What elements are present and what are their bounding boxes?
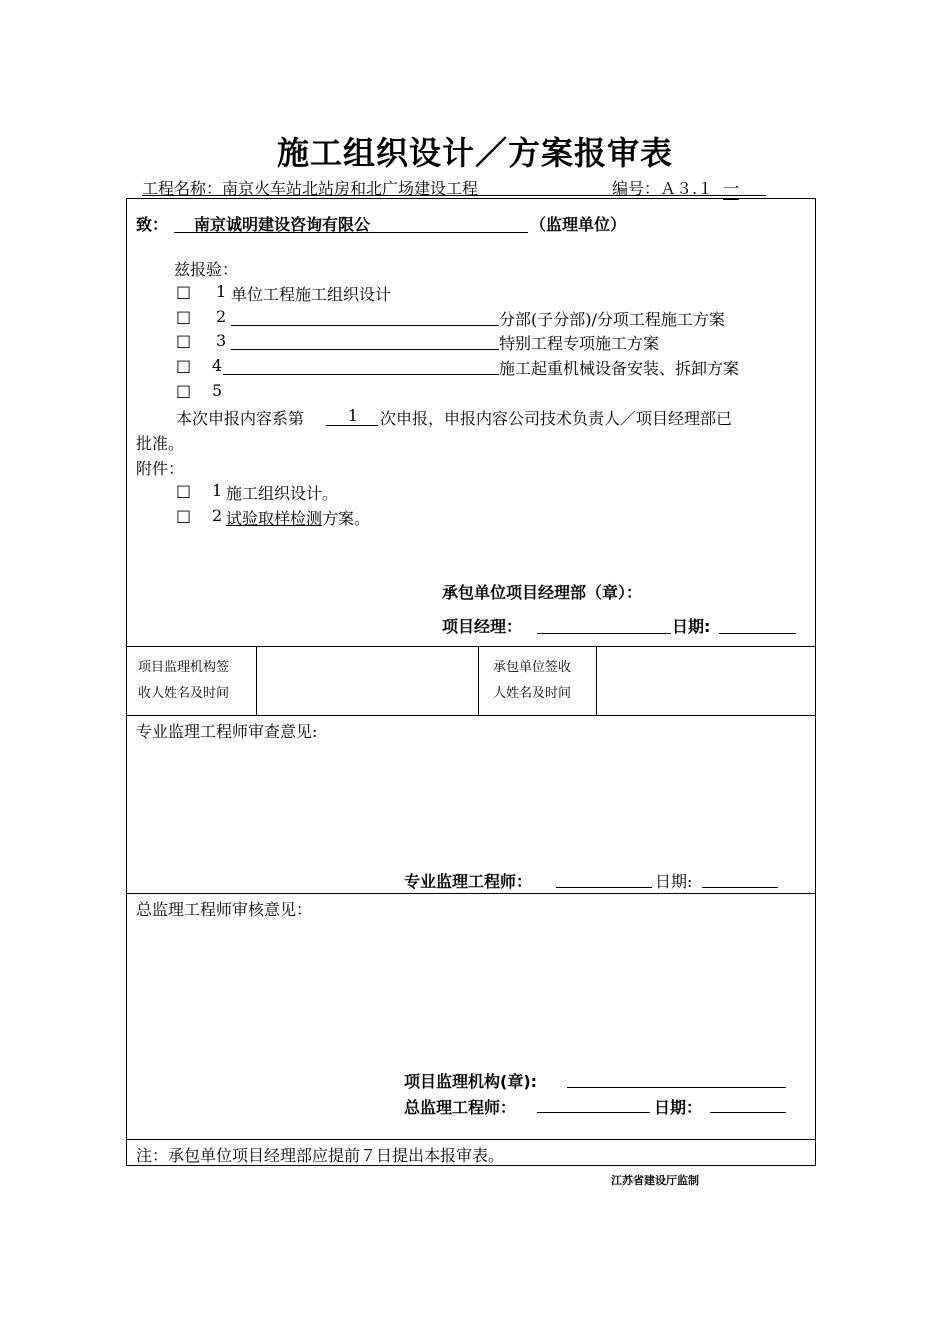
declaration-line2: 批准。 xyxy=(136,434,185,453)
chief-date-label: 日期： xyxy=(654,1098,703,1117)
intro-text: 兹报验： xyxy=(174,260,239,279)
engineer-sign-label: 专业监理工程师： xyxy=(404,872,533,891)
divider-note xyxy=(126,1139,816,1140)
item-3-blank xyxy=(231,349,499,350)
checkbox-attachment-1[interactable] xyxy=(176,481,191,500)
attachment-2-num: 2 xyxy=(212,506,223,525)
chief-sign-label: 总监理工程师： xyxy=(404,1098,517,1117)
item-4-text: 施工起重机械设备安装、拆卸方案 xyxy=(499,359,740,378)
pm-label: 项目经理： xyxy=(442,617,523,636)
item-4-num: 4 xyxy=(212,356,223,375)
form-note: 注：承包单位项目经理部应提前７日提出本报审表。 xyxy=(136,1146,505,1165)
supervision-org-stamp-line[interactable] xyxy=(567,1087,786,1088)
item-2-text: 分部(子分部)/分项工程施工方案 xyxy=(499,310,725,329)
supervisor-receipt-label xyxy=(138,655,229,707)
project-label: 工程名称： xyxy=(142,179,223,198)
to-org-underline xyxy=(174,232,528,233)
form-code xyxy=(612,176,739,200)
item-3-num: 3 xyxy=(216,331,227,350)
attachment-1-num: 1 xyxy=(212,481,223,500)
pm-date-label: 日期: xyxy=(672,617,711,636)
item-2-num: 2 xyxy=(216,307,227,326)
contractor-receipt-label xyxy=(493,655,571,707)
declaration-prefix: 本次申报内容系第 xyxy=(176,409,305,428)
checkbox-icon: □ xyxy=(176,331,192,350)
header-underline xyxy=(142,195,766,196)
attachment-2-underlined: 试验取样检测 xyxy=(226,509,323,528)
receipt-col-2 xyxy=(478,646,479,715)
code-value: Ａ３.１ xyxy=(660,179,714,198)
to-suffix: （监理单位） xyxy=(530,215,627,234)
checkbox-icon: □ xyxy=(176,506,192,525)
contractor-receipt-field[interactable] xyxy=(597,647,815,714)
checkbox-item-2[interactable] xyxy=(176,307,191,326)
form-title: 施工组织设计／方案报审表 xyxy=(276,134,673,172)
item-3-text: 特别工程专项施工方案 xyxy=(499,334,660,353)
code-suffix: 一 xyxy=(723,176,739,200)
attachments-label: 附件： xyxy=(136,459,185,478)
attachment-2-text xyxy=(226,506,370,529)
code-label: 编号： xyxy=(612,179,661,198)
pm-date-line[interactable] xyxy=(719,633,796,634)
divider-receipt-bottom xyxy=(126,715,816,716)
declaration-suffix: 次申报，申报内容公司技术负责人／项目经理部已 xyxy=(380,409,733,428)
checkbox-item-5[interactable] xyxy=(176,381,191,400)
checkbox-item-1[interactable] xyxy=(176,282,191,301)
to-label: 致： xyxy=(136,215,169,234)
supervision-org-stamp-label: 项目监理机构(章): xyxy=(404,1072,538,1091)
attachment-1-text: 施工组织设计。 xyxy=(226,484,339,503)
chief-signature-line[interactable] xyxy=(537,1112,650,1113)
item-4-blank xyxy=(223,374,499,375)
checkbox-item-3[interactable] xyxy=(176,331,191,350)
engineer-date-label: 日期: xyxy=(655,872,693,891)
divider-chief xyxy=(126,893,816,894)
contractor-receipt-label-2: 人姓名及时间 xyxy=(493,686,572,701)
item-5-num: 5 xyxy=(212,381,223,400)
checkbox-item-4[interactable] xyxy=(176,356,191,375)
item-1-num: 1 xyxy=(216,282,227,301)
supervisor-receipt-label-1: 项目监理机构签 xyxy=(138,660,230,675)
issuer-footer: 江苏省建设厅监制 xyxy=(611,1174,699,1187)
supervisor-receipt-label-2: 收人姓名及时间 xyxy=(138,686,230,701)
to-org: 南京诚明建设咨询有限公 xyxy=(194,215,371,234)
checkbox-icon: □ xyxy=(176,282,192,301)
chief-date-line[interactable] xyxy=(710,1112,786,1113)
item-1-text: 单位工程施工组织设计 xyxy=(231,285,392,304)
declaration-count: 1 xyxy=(347,406,359,425)
chief-review-heading: 总监理工程师审核意见： xyxy=(136,900,313,919)
checkbox-icon: □ xyxy=(176,381,192,400)
contractor-stamp-label: 承包单位项目经理部（章）： xyxy=(442,583,643,602)
item-2-blank xyxy=(231,325,499,326)
project-name: 南京火车站北站房和北广场建设工程 xyxy=(222,179,479,198)
contractor-receipt-label-1: 承包单位签收 xyxy=(493,660,572,675)
checkbox-icon: □ xyxy=(176,356,192,375)
engineer-review-heading: 专业监理工程师审查意见: xyxy=(136,722,318,741)
checkbox-attachment-2[interactable] xyxy=(176,506,191,525)
engineer-date-line[interactable] xyxy=(702,887,778,888)
engineer-signature-line[interactable] xyxy=(556,887,652,888)
checkbox-icon: □ xyxy=(176,481,192,500)
attachment-2-rest: 方案。 xyxy=(322,509,371,528)
declaration-count-underline xyxy=(326,425,378,426)
checkbox-icon: □ xyxy=(176,307,192,326)
pm-signature-line[interactable] xyxy=(537,633,671,634)
supervisor-receipt-field[interactable] xyxy=(257,647,477,714)
